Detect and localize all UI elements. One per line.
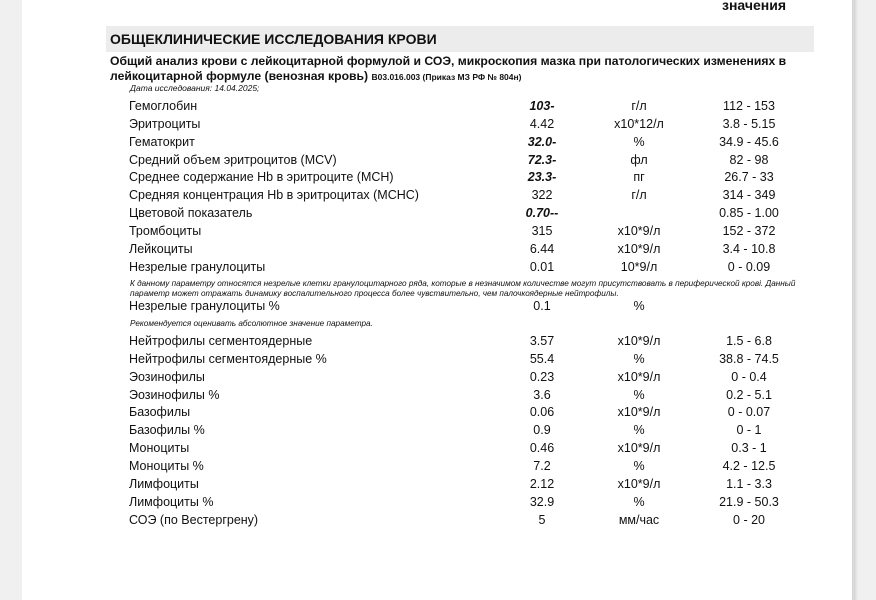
result-unit: x10*9/л: [617, 476, 661, 491]
result-value: 4.42: [529, 116, 555, 131]
result-reference: 314 - 349: [722, 188, 776, 203]
result-name: Моноциты: [129, 441, 190, 456]
result-row: [0, 351, 876, 369]
result-reference: 1.5 - 6.8: [726, 334, 772, 348]
result-row: [0, 333, 876, 351]
result-value: 32.9: [529, 494, 555, 509]
result-reference: 112 - 153: [723, 99, 775, 113]
result-value: 7.2: [533, 458, 551, 473]
result-value: 315: [531, 223, 553, 238]
result-value: 3.57: [529, 334, 555, 348]
result-row: [0, 458, 876, 476]
result-value: 23.3-: [527, 170, 557, 185]
result-reference: 26.7 - 33: [724, 170, 774, 185]
result-value: 0.1: [533, 299, 551, 313]
result-name: Незрелые гранулоциты %: [129, 299, 280, 313]
result-value: 6.44: [529, 241, 555, 256]
result-row: [0, 387, 876, 405]
result-reference: 0.85 - 1.00: [719, 206, 779, 221]
result-value: 0.46: [529, 441, 555, 456]
result-value: 103-: [529, 99, 555, 113]
result-row: [0, 187, 876, 205]
note-immature-granulocytes: К данному параметру относятся незрелые клетки гранулоцитарного ряда, которые в незначимом количестве могут присутствовать в периферической кровi. Данный параметр может отражать динамику воспалительного процесса более чувствительно, чем палочкоядерные нейтрофилы.: [130, 279, 796, 298]
result-row: [0, 476, 876, 494]
result-name: Моноциты %: [129, 458, 204, 473]
test-title-text: Общий анализ крови с лейкоцитарной формулой и СОЭ, микроскопия мазка при патологических изменениях в лейкоцитарной формуле (венозная кровь): [110, 54, 787, 83]
result-unit: x10*9/л: [617, 241, 661, 256]
result-value: 0.9: [533, 423, 551, 438]
note-recommendation: Рекомендуется оценивать абсолютное значение параметра.: [130, 319, 373, 328]
result-row: [0, 223, 876, 241]
result-name: Средний объем эритроцитов (MCV): [129, 152, 337, 167]
result-value: 0.06: [529, 405, 555, 420]
result-name: Нейтрофилы сегментоядерные: [129, 334, 313, 348]
result-value: 3.6: [533, 387, 551, 402]
result-unit: г/л: [631, 188, 647, 203]
test-code: B03.016.003 (Приказ МЗ РФ № 804н): [371, 72, 522, 82]
study-date: Дата исследования: 14.04.2025;: [130, 83, 260, 93]
test-title: [110, 54, 816, 85]
result-value: 5: [538, 512, 546, 527]
result-name: Лейкоциты: [129, 241, 193, 256]
result-unit: %: [633, 494, 645, 509]
result-value: 0.23: [529, 369, 555, 384]
result-row: [0, 404, 876, 422]
result-row: [0, 440, 876, 458]
result-unit: %: [633, 134, 645, 149]
result-name: Цветовой показатель: [129, 206, 253, 221]
result-unit: %: [633, 299, 645, 313]
result-unit: %: [633, 387, 645, 402]
result-row: [0, 369, 876, 387]
result-row: [0, 259, 876, 277]
result-reference: 0 - 20: [733, 512, 765, 527]
result-row: [0, 422, 876, 440]
result-name: Тромбоциты: [129, 223, 202, 238]
result-reference: 0.2 - 5.1: [726, 387, 772, 402]
result-reference: 0 - 0.4: [731, 369, 767, 384]
result-name: Нейтрофилы сегментоядерные %: [129, 351, 327, 366]
result-name: Гематокрит: [129, 134, 195, 149]
result-unit: %: [633, 351, 645, 366]
result-reference: 82 - 98: [729, 152, 769, 167]
result-value: 0.70--: [525, 206, 559, 221]
section-title: ОБЩЕКЛИНИЧЕСКИЕ ИССЛЕДОВАНИЯ КРОВИ: [110, 31, 437, 47]
result-reference: 0 - 0.07: [727, 405, 771, 420]
result-unit: x10*12/л: [614, 116, 664, 131]
result-unit: мм/час: [618, 512, 660, 527]
result-value: 32.0-: [527, 134, 557, 149]
result-reference: 1.1 - 3.3: [726, 476, 772, 491]
result-name: Средняя концентрация Hb в эритроцитах (MCHC): [129, 188, 419, 203]
result-name: Гемоглобин: [129, 99, 198, 113]
result-row: [0, 298, 876, 316]
result-unit: фл: [630, 152, 648, 167]
result-name: Эозинофилы %: [129, 387, 220, 402]
result-row: [0, 169, 876, 187]
result-reference: 0.3 - 1: [731, 441, 767, 456]
result-name: Незрелые гранулоциты: [129, 259, 266, 274]
result-row: [0, 494, 876, 512]
result-row: [0, 241, 876, 259]
result-unit: пг: [633, 170, 645, 185]
result-name: Базофилы: [129, 405, 191, 420]
result-unit: x10*9/л: [617, 223, 661, 238]
result-name: Среднее содержание Hb в эритроците (MCH): [129, 170, 394, 185]
result-unit: г/л: [631, 99, 647, 113]
result-row: [0, 98, 876, 116]
result-value: 2.12: [529, 476, 555, 491]
result-reference: 152 - 372: [722, 223, 776, 238]
result-reference: 3.8 - 5.15: [722, 116, 776, 131]
result-unit: %: [633, 423, 645, 438]
result-row: [0, 205, 876, 223]
result-unit: x10*9/л: [617, 334, 661, 348]
result-reference: 21.9 - 50.3: [719, 494, 779, 509]
result-unit: x10*9/л: [617, 405, 661, 420]
result-name: Лимфоциты: [129, 476, 199, 491]
result-row: [0, 512, 876, 530]
result-reference: 4.2 - 12.5: [722, 458, 776, 473]
result-reference: 34.9 - 45.6: [719, 134, 779, 149]
result-row: [0, 134, 876, 152]
result-row: [0, 116, 876, 134]
section-header: [106, 26, 814, 52]
result-reference: 0 - 0.09: [727, 259, 771, 274]
result-name: Эозинофилы: [129, 369, 205, 384]
result-reference: 38.8 - 74.5: [719, 351, 779, 366]
result-name: Лимфоциты %: [129, 494, 214, 509]
result-name: Базофилы %: [129, 423, 205, 438]
result-unit: x10*9/л: [617, 441, 661, 456]
result-value: 322: [531, 188, 553, 203]
result-name: СОЭ (по Вестергрену): [129, 512, 259, 527]
result-value: 55.4: [529, 351, 555, 366]
result-value: 0.01: [529, 259, 555, 274]
result-value: 72.3-: [527, 152, 557, 167]
result-reference: 3.4 - 10.8: [722, 241, 776, 256]
result-reference: 0 - 1: [736, 423, 762, 438]
result-row: [0, 152, 876, 170]
result-unit: %: [633, 458, 645, 473]
result-name: Эритроциты: [129, 116, 201, 131]
result-unit: x10*9/л: [617, 369, 661, 384]
result-unit: 10*9/л: [620, 259, 658, 274]
reference-column-header: значения: [722, 0, 786, 13]
